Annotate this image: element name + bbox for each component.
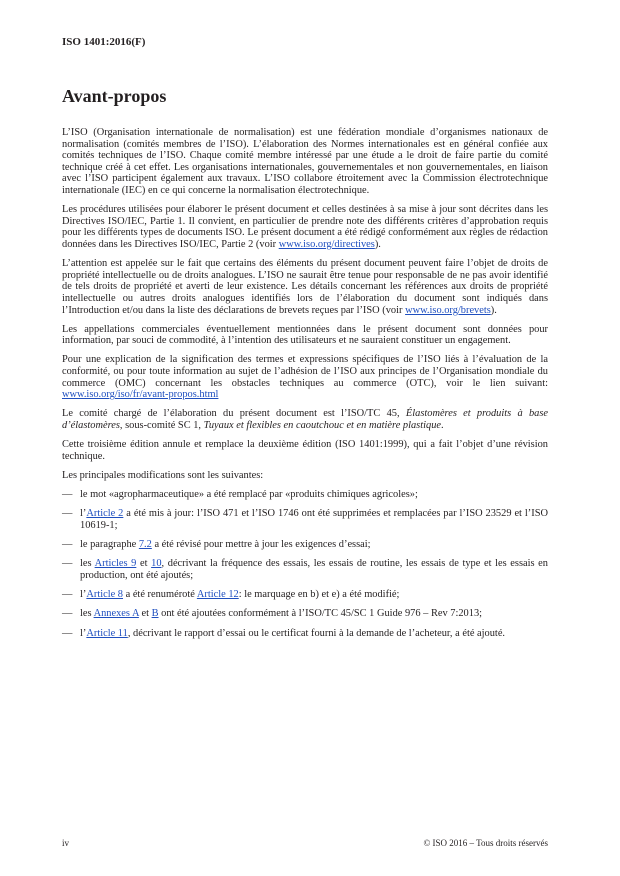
paragraph (62, 354, 548, 400)
text: ). (490, 304, 497, 316)
page-title: Avant-propos (62, 86, 167, 106)
article-link[interactable]: Article 8 (86, 589, 124, 601)
text: a été mis à jour: l’ISO 471 et l’ISO 1746 ont été supprimées et remplacées par l’ISO 23529 et l’ISO 10619-1; (80, 508, 548, 531)
committee-title: Élastomères et produits à base d’élastomères (62, 408, 548, 432)
text: l’ (80, 589, 87, 601)
text: et (138, 608, 152, 620)
paragraph: L’ISO (Organisation internationale de normalisation) est une fédération mondiale d’organismes nationaux de normalisation (comités membres de l’ISO). L’élaboration des Normes internationales est en général confiée aux comités techniques de l’ISO. Chaque comité membre intéressé par une étude a le droit de faire partie du comité technique créé à cet effet. Les organisations internationales, gouvernementales et non gouvernementales, en liaison avec l’ISO participent également aux travaux. L’ISO collabore étroitement avec la Commission électrotechnique internationale (IEC) en ce qui concerne la normalisation électrotechnique. (62, 127, 548, 196)
annex-link[interactable]: Annexes A (93, 608, 139, 620)
article-link[interactable]: 10 (151, 558, 162, 570)
dash: — (62, 589, 73, 601)
dash: — (62, 627, 73, 639)
text: a été révisé pour mettre à jour les exigences d’essai; (151, 539, 371, 551)
paragraph (62, 408, 548, 431)
article-link[interactable]: Article 12 (196, 589, 239, 601)
annex-link[interactable]: B (151, 608, 159, 620)
document-header: ISO 1401:2016(F) (62, 36, 146, 48)
text: l’ (80, 627, 87, 639)
brevets-link[interactable]: www.iso.org/brevets (405, 304, 491, 316)
paragraph-link[interactable]: 7.2 (138, 539, 152, 551)
subcommittee-title: Tuyaux et flexibles en caoutchouc et en matière plastique (203, 420, 442, 432)
text: . (441, 420, 444, 432)
article-link[interactable]: Article 2 (86, 508, 124, 520)
paragraph: Les principales modifications sont les suivantes: (62, 470, 264, 481)
avant-propos-link[interactable]: www.iso.org/iso/fr/avant-propos.html (62, 389, 219, 401)
paragraph (62, 204, 548, 250)
text: l’ (80, 508, 87, 520)
list-item (62, 628, 548, 640)
text: , sous-comité SC 1, (119, 420, 204, 432)
text: le mot «agropharmaceutique» a été remplacé par «produits chimiques agricoles»; (80, 489, 418, 501)
list-item (62, 608, 548, 620)
paragraph: Cette troisième édition annule et remplace la deuxième édition (ISO 1401:1999), qui a fait l’objet d’une révision technique. (62, 439, 548, 462)
text: ). (374, 238, 381, 250)
text: a été renuméroté (123, 589, 197, 601)
article-link[interactable]: Article 11 (86, 627, 128, 639)
text: le paragraphe (80, 539, 139, 551)
paragraph: Les appellations commerciales éventuellement mentionnées dans le présent document sont données pour information, par souci de commodité, à l’intention des utilisateurs et ne sauraient constituer un engagement. (62, 323, 548, 347)
article-link[interactable]: Articles 9 (94, 558, 137, 570)
text: les (80, 558, 95, 570)
text: Pour une explication de la signification des termes et expressions spécifiques de l’ISO liés à l’évaluation de la conformité, ou pour toute information au sujet de l’adhésion de l’ISO aux principes de l’Organisation mondiale du commerce (OMC) concernant les obstacles techniques au commerce (OTC), voir le lien suivant: (62, 354, 548, 389)
document-body (62, 127, 548, 647)
list-item (62, 589, 548, 601)
dash: — (62, 608, 73, 620)
text: Le comité chargé de l’élaboration du présent document est l’ISO/TC 45, (62, 408, 406, 420)
text: , décrivant le rapport d’essai ou le certificat fourni à la demande de l’acheteur, a été ajouté. (127, 627, 506, 639)
dash: — (62, 558, 73, 570)
copyright: © ISO 2016 – Tous droits réservés (423, 838, 548, 848)
list-item (62, 489, 548, 501)
text: les (80, 608, 94, 620)
paragraph (62, 258, 548, 316)
text: Les procédures utilisées pour élaborer le présent document et celles destinées à sa mise à jour sont décrites dans les Directives ISO/IEC, Partie 1. Il convient, en particulier de prendre note des différents critères d’approbation requis pour les différents types de documents ISO. Le présent document a été rédigé conformément aux règles de rédaction données dans les Directives ISO/IEC, Partie 2 (voir (62, 204, 548, 250)
text: L’attention est appelée sur le fait que certains des éléments du présent document peuvent faire l’objet de droits de propriété intellectuelle ou de droits analogues. L’ISO ne saurait être tenue pour responsable de ne pas avoir identifié de tels droits de propriété et averti de leur existence. Les détails concernant les références aux droits de propriété intellectuelle ou autres droits analogues identifiés lors de l’élaboration du document sont indiqués dans l’Introduction et/ou dans la liste des déclarations de brevets reçues par l’ISO (voir (62, 258, 548, 316)
text: : le marquage en b) et e) a été modifié; (238, 589, 400, 601)
dash: — (62, 489, 73, 501)
list-item (62, 508, 548, 531)
page-number: iv (62, 838, 70, 848)
text: ont été ajoutées conformément à l’ISO/TC 45/SC 1 Guide 976 – Rev 7:2013; (158, 608, 483, 620)
list-item (62, 558, 548, 581)
directives-link[interactable]: www.iso.org/directives (278, 238, 375, 250)
list-item (62, 539, 548, 551)
dash: — (62, 539, 73, 551)
text: , décrivant la fréquence des essais, les essais de routine, les essais de type et les essais en production, ont été ajoutés; (80, 558, 548, 581)
text: et (136, 558, 152, 570)
dash: — (62, 508, 73, 520)
